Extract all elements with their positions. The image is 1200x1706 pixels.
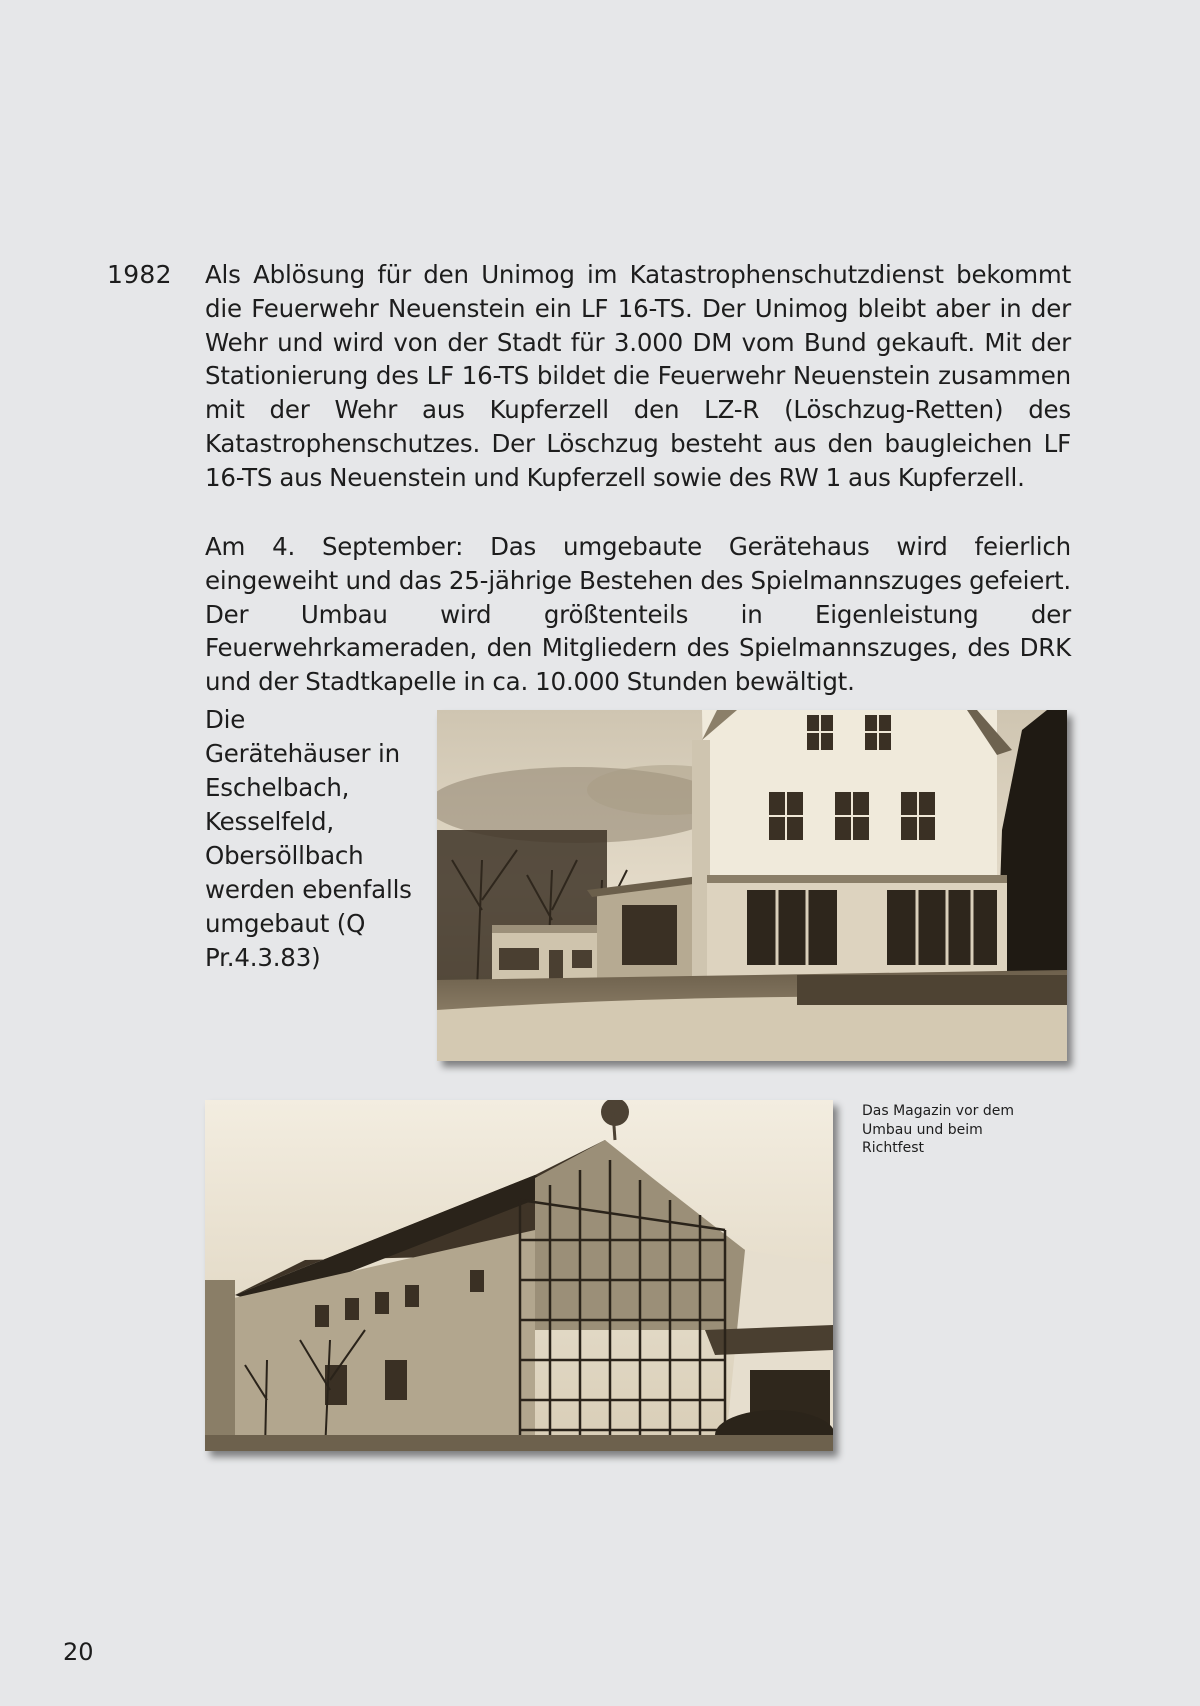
photo-fire-station: [437, 710, 1067, 1061]
photo-caption: Das Magazin vor dem Umbau und beim Richtfest: [862, 1103, 1014, 1156]
side-caption: Die Gerätehäuser in Eschelbach, Kesselfeld, Obersöllbach werden ebenfalls umgebaut (Q Pr.4.3.83): [205, 705, 412, 972]
entry-year: 1982: [107, 260, 172, 289]
photo-magazine-scaffolding: [205, 1100, 833, 1451]
entry-paragraph-1: Als Ablösung für den Unimog im Katastrophenschutzdienst bekommt die Feuerwehr Neuenstein ein LF 16-TS. Der Unimog bleibt aber in der Wehr und wird von der Stadt für 3.000 DM vom Bund gekauft. Mit der Stationierung des LF 16-TS bildet die Feuerwehr Neuenstein zusammen mit der Wehr aus Kupferzell den LZ-R (Löschzug-Retten) des Katastrophenschutzes. Der Löschzug besteht aus den baugleichen LF 16-TS aus Neuenstein und Kupferzell sowie des RW 1 aus Kupferzell.: [205, 260, 1071, 492]
page-number: 20: [63, 1638, 94, 1666]
entry-paragraph-2: Am 4. September: Das umgebaute Gerätehaus wird feierlich eingeweiht und das 25-jährige Bestehen des Spielmannszuges gefeiert. Der Umbau wird größtenteils in Eigenleistung der Feuerwehrkameraden, den Mitgliedern des Spielmannszuges, des DRK und der Stadtkapelle in ca. 10.000 Stunden bewältigt.: [205, 532, 1071, 697]
